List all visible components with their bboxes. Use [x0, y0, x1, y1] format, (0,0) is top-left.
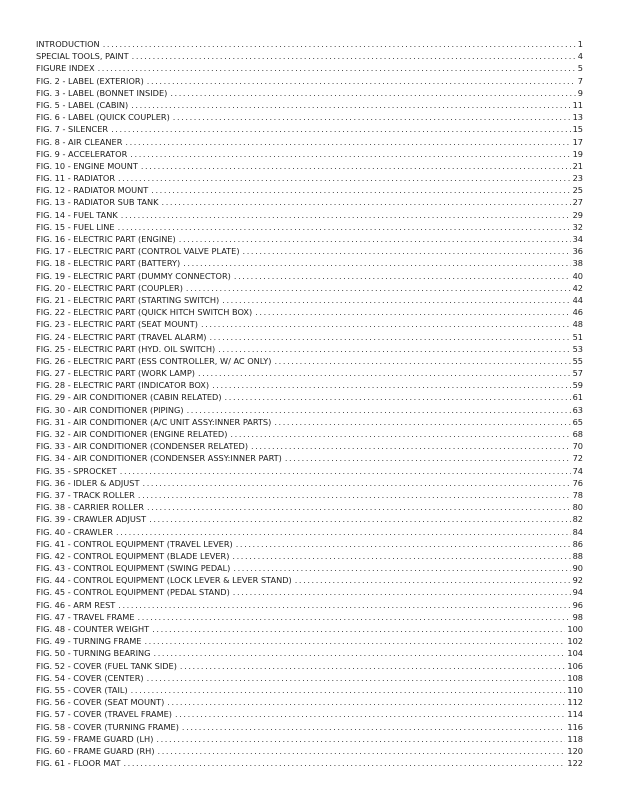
toc-entry[interactable]: [36, 270, 583, 282]
dot-leader: [147, 75, 576, 87]
toc-entry-label: FIG. 2 - LABEL (EXTERIOR): [36, 75, 144, 86]
toc-entry-page-number: 61: [572, 392, 583, 403]
toc-entry[interactable]: [36, 367, 583, 379]
toc-entry-label: FIG. 12 - RADIATOR MOUNT: [36, 185, 149, 196]
toc-entry-label: FIG. 41 - CONTROL EQUIPMENT (TRAVEL LEVER): [36, 538, 233, 549]
dot-leader: [103, 38, 576, 50]
dot-leader: [141, 160, 571, 172]
toc-entry-page-number: 96: [572, 599, 583, 610]
toc-entry-page-number: 114: [567, 709, 583, 720]
toc-entry[interactable]: [36, 257, 583, 269]
toc-entry[interactable]: [36, 440, 583, 452]
dot-leader: [123, 757, 565, 769]
toc-entry-label: FIG. 54 - COVER (CENTER): [36, 672, 144, 683]
dot-leader: [233, 586, 571, 598]
dot-leader: [167, 696, 565, 708]
toc-entry-page-number: 21: [572, 160, 583, 171]
toc-entry[interactable]: [36, 379, 583, 391]
dot-leader: [225, 391, 571, 403]
toc-entry-page-number: 55: [572, 355, 583, 366]
toc-entry[interactable]: [36, 233, 583, 245]
dot-leader: [162, 196, 571, 208]
toc-entry-label: FIG. 17 - ELECTRIC PART (CONTROL VALVE PLATE): [36, 246, 240, 257]
toc-entry-label: FIG. 50 - TURNING BEARING: [36, 648, 151, 659]
dot-leader: [120, 465, 571, 477]
toc-entry[interactable]: [36, 282, 583, 294]
toc-entry[interactable]: [36, 38, 583, 50]
toc-entry[interactable]: [36, 75, 583, 87]
table-of-contents: [36, 38, 583, 769]
dot-leader: [118, 172, 571, 184]
toc-entry[interactable]: [36, 196, 583, 208]
toc-entry-page-number: 80: [572, 502, 583, 513]
dot-leader: [182, 721, 565, 733]
toc-entry[interactable]: [36, 623, 583, 635]
toc-entry-page-number: 120: [567, 745, 583, 756]
toc-entry-label: FIG. 38 - CARRIER ROLLER: [36, 502, 144, 513]
toc-entry-label: FIG. 10 - ENGINE MOUNT: [36, 160, 138, 171]
dot-leader: [143, 477, 571, 489]
toc-entry-page-number: 94: [572, 587, 583, 598]
toc-entry-page-number: 122: [567, 758, 583, 769]
dot-leader: [152, 623, 565, 635]
toc-entry-label: FIG. 26 - ELECTRIC PART (ESS CONTROLLER, W/ AC ONLY): [36, 355, 272, 366]
toc-entry[interactable]: [36, 599, 583, 611]
dot-leader: [147, 501, 571, 513]
dot-leader: [251, 440, 571, 452]
dot-leader: [121, 209, 571, 221]
dot-leader: [230, 428, 570, 440]
dot-leader: [209, 331, 570, 343]
toc-entry-page-number: 32: [572, 221, 583, 232]
toc-entry-page-number: 108: [567, 672, 583, 683]
toc-entry-label: FIG. 57 - COVER (TRAVEL FRAME): [36, 709, 172, 720]
toc-entry-label: FIG. 58 - COVER (TURNING FRAME): [36, 721, 179, 732]
toc-entry-label: FIG. 6 - LABEL (QUICK COUPLER): [36, 112, 170, 123]
toc-entry-page-number: 78: [572, 489, 583, 500]
dot-leader: [147, 672, 566, 684]
toc-entry-page-number: 34: [572, 234, 583, 244]
toc-entry-page-number: 17: [572, 136, 583, 147]
toc-entry[interactable]: [36, 184, 583, 196]
dot-leader: [111, 123, 570, 135]
toc-entry-page-number: 48: [572, 319, 583, 330]
toc-entry[interactable]: [36, 562, 583, 574]
toc-entry[interactable]: [36, 404, 583, 416]
toc-entry-label: FIGURE INDEX: [36, 63, 95, 74]
toc-entry-page-number: 112: [567, 697, 583, 708]
dot-leader: [118, 599, 570, 611]
toc-entry-page-number: 65: [572, 416, 583, 427]
dot-leader: [243, 245, 571, 257]
toc-entry-label: FIG. 28 - ELECTRIC PART (INDICATOR BOX): [36, 380, 210, 391]
dot-leader: [132, 50, 576, 62]
toc-entry[interactable]: [36, 513, 583, 525]
toc-entry-page-number: 74: [572, 465, 583, 476]
toc-entry-page-number: 72: [572, 453, 583, 464]
dot-leader: [156, 733, 565, 745]
dot-leader: [274, 355, 570, 367]
dot-leader: [98, 62, 576, 74]
toc-entry-page-number: 36: [572, 246, 583, 257]
dot-leader: [116, 526, 571, 538]
toc-entry[interactable]: [36, 343, 583, 355]
dot-leader: [285, 452, 571, 464]
toc-entry[interactable]: [36, 136, 583, 148]
toc-entry-label: FIG. 46 - ARM REST: [36, 599, 116, 610]
toc-entry-label: FIG. 40 - CRAWLER: [36, 526, 113, 537]
toc-entry[interactable]: [36, 452, 583, 464]
toc-entry[interactable]: [36, 489, 583, 501]
toc-entry[interactable]: [36, 501, 583, 513]
dot-leader: [173, 111, 571, 123]
toc-entry-label: FIG. 44 - CONTROL EQUIPMENT (LOCK LEVER & LEVER STAND): [36, 575, 292, 586]
toc-entry[interactable]: [36, 733, 583, 745]
toc-entry-label: FIG. 22 - ELECTRIC PART (QUICK HITCH SWITCH BOX): [36, 307, 253, 318]
dot-leader: [201, 318, 571, 330]
toc-entry[interactable]: [36, 245, 583, 257]
toc-entry-label: FIG. 39 - CRAWLER ADJUST: [36, 514, 147, 525]
toc-entry-label: FIG. 30 - AIR CONDITIONER (PIPING): [36, 404, 184, 415]
toc-entry-label: FIG. 42 - CONTROL EQUIPMENT (BLADE LEVER): [36, 550, 230, 561]
toc-entry-page-number: 27: [572, 197, 583, 208]
toc-entry[interactable]: [36, 708, 583, 720]
toc-entry-label: INTRODUCTION: [36, 39, 100, 49]
dot-leader: [138, 611, 571, 623]
toc-entry-label: FIG. 56 - COVER (SEAT MOUNT): [36, 697, 165, 708]
toc-entry[interactable]: [36, 550, 583, 562]
toc-entry[interactable]: [36, 672, 583, 684]
toc-entry-page-number: 1: [577, 39, 583, 49]
toc-entry[interactable]: [36, 172, 583, 184]
toc-entry-label: FIG. 34 - AIR CONDITIONER (CONDENSER ASSY:INNER PART): [36, 453, 282, 464]
dot-leader: [198, 367, 571, 379]
toc-entry[interactable]: [36, 574, 583, 586]
toc-entry-label: FIG. 45 - CONTROL EQUIPMENT (PEDAL STAND): [36, 587, 230, 598]
toc-entry-page-number: 102: [567, 636, 583, 647]
toc-entry-label: FIG. 16 - ELECTRIC PART (ENGINE): [36, 234, 176, 244]
toc-entry-page-number: 84: [572, 526, 583, 537]
toc-entry-label: FIG. 18 - ELECTRIC PART (BATTERY): [36, 258, 181, 269]
toc-entry-label: FIG. 55 - COVER (TAIL): [36, 684, 128, 695]
toc-entry-page-number: 92: [572, 575, 583, 586]
dot-leader: [255, 306, 570, 318]
toc-entry-page-number: 53: [572, 343, 583, 354]
toc-entry[interactable]: [36, 757, 583, 769]
toc-entry-label: FIG. 11 - RADIATOR: [36, 173, 116, 184]
toc-entry-label: FIG. 9 - ACCELERATOR: [36, 148, 128, 159]
toc-entry-page-number: 76: [572, 477, 583, 488]
toc-entry-page-number: 110: [567, 684, 583, 695]
toc-entry[interactable]: [36, 123, 583, 135]
toc-entry[interactable]: [36, 306, 583, 318]
toc-entry-label: FIG. 8 - AIR CLEANER: [36, 136, 123, 147]
toc-entry[interactable]: [36, 696, 583, 708]
toc-entry[interactable]: [36, 50, 583, 62]
toc-entry[interactable]: [36, 647, 583, 659]
toc-entry[interactable]: [36, 538, 583, 550]
toc-entry-page-number: 5: [577, 63, 583, 74]
toc-entry-page-number: 59: [572, 380, 583, 391]
toc-entry-page-number: 116: [567, 721, 583, 732]
toc-entry-page-number: 23: [572, 173, 583, 184]
toc-entry-label: FIG. 43 - CONTROL EQUIPMENT (SWING PEDAL): [36, 563, 231, 574]
toc-entry-page-number: 100: [567, 624, 583, 634]
toc-entry-page-number: 25: [572, 185, 583, 196]
toc-entry-page-number: 106: [567, 660, 583, 671]
toc-entry-label: FIG. 21 - ELECTRIC PART (STARTING SWITCH): [36, 294, 220, 305]
dot-leader: [118, 221, 571, 233]
toc-entry[interactable]: [36, 221, 583, 233]
toc-entry[interactable]: [36, 331, 583, 343]
toc-entry[interactable]: [36, 684, 583, 696]
toc-entry-page-number: 11: [572, 99, 583, 110]
dot-leader: [187, 404, 571, 416]
toc-entry-page-number: 98: [572, 611, 583, 622]
toc-entry-label: FIG. 49 - TURNING FRAME: [36, 636, 142, 647]
toc-entry-page-number: 104: [567, 648, 583, 659]
toc-entry-label: FIG. 20 - ELECTRIC PART (COUPLER): [36, 282, 183, 293]
toc-entry-page-number: 57: [572, 368, 583, 379]
dot-leader: [131, 99, 570, 111]
toc-entry-page-number: 40: [572, 270, 583, 281]
toc-entry[interactable]: [36, 99, 583, 111]
toc-entry-label: FIG. 25 - ELECTRIC PART (HYD. OIL SWITCH): [36, 343, 216, 354]
toc-entry-label: FIG. 36 - IDLER & ADJUST: [36, 477, 140, 488]
toc-entry-label: FIG. 15 - FUEL LINE: [36, 221, 115, 232]
toc-entry-label: FIG. 19 - ELECTRIC PART (DUMMY CONNECTOR): [36, 270, 231, 281]
toc-entry-page-number: 7: [577, 75, 583, 86]
toc-entry-label: FIG. 27 - ELECTRIC PART (WORK LAMP): [36, 368, 195, 379]
toc-entry[interactable]: [36, 160, 583, 172]
toc-entry-page-number: 42: [572, 282, 583, 293]
dot-leader: [234, 270, 571, 282]
toc-entry-page-number: 15: [572, 124, 583, 135]
toc-entry[interactable]: [36, 526, 583, 538]
toc-entry-label: FIG. 31 - AIR CONDITIONER (A/C UNIT ASSY:INNER PARTS): [36, 416, 272, 427]
toc-entry-label: FIG. 35 - SPROCKET: [36, 465, 117, 476]
dot-leader: [212, 379, 571, 391]
toc-entry-label: FIG. 33 - AIR CONDITIONER (CONDENSER RELATED): [36, 441, 249, 452]
toc-entry-page-number: 46: [572, 307, 583, 318]
dot-leader: [138, 489, 571, 501]
toc-entry[interactable]: [36, 111, 583, 123]
toc-entry-label: FIG. 60 - FRAME GUARD (RH): [36, 745, 155, 756]
toc-entry-page-number: 51: [572, 331, 583, 342]
dot-leader: [218, 343, 570, 355]
toc-entry-page-number: 38: [572, 258, 583, 269]
toc-entry[interactable]: [36, 355, 583, 367]
toc-entry-label: FIG. 59 - FRAME GUARD (LH): [36, 733, 154, 744]
toc-entry-label: FIG. 52 - COVER (FUEL TANK SIDE): [36, 660, 177, 671]
toc-entry-label: SPECIAL TOOLS, PAINT: [36, 51, 129, 62]
toc-entry[interactable]: [36, 62, 583, 74]
dot-leader: [175, 708, 565, 720]
toc-entry-label: FIG. 24 - ELECTRIC PART (TRAVEL ALARM): [36, 331, 207, 342]
toc-entry[interactable]: [36, 87, 583, 99]
toc-entry[interactable]: [36, 294, 583, 306]
dot-leader: [144, 635, 565, 647]
toc-entry-page-number: 86: [572, 538, 583, 549]
toc-entry[interactable]: [36, 391, 583, 403]
toc-entry-label: FIG. 5 - LABEL (CABIN): [36, 99, 129, 110]
toc-entry-label: FIG. 29 - AIR CONDITIONER (CABIN RELATED): [36, 392, 222, 403]
toc-entry-page-number: 9: [577, 87, 583, 98]
toc-entry-label: FIG. 48 - COUNTER WEIGHT: [36, 624, 150, 634]
toc-entry[interactable]: [36, 745, 583, 757]
toc-entry-page-number: 4: [577, 51, 583, 62]
toc-entry-label: FIG. 14 - FUEL TANK: [36, 209, 118, 220]
toc-entry[interactable]: [36, 721, 583, 733]
toc-entry-page-number: 13: [572, 112, 583, 123]
dot-leader: [154, 647, 566, 659]
toc-entry[interactable]: [36, 586, 583, 598]
toc-entry[interactable]: [36, 477, 583, 489]
toc-entry-label: FIG. 7 - SILENCER: [36, 124, 109, 135]
dot-leader: [149, 513, 570, 525]
dot-leader: [179, 233, 571, 245]
toc-entry[interactable]: [36, 635, 583, 647]
dot-leader: [130, 148, 570, 160]
toc-entry[interactable]: [36, 148, 583, 160]
toc-entry-page-number: 118: [567, 733, 583, 744]
dot-leader: [222, 294, 570, 306]
dot-leader: [274, 416, 570, 428]
toc-entry[interactable]: [36, 465, 583, 477]
dot-leader: [183, 257, 570, 269]
toc-entry[interactable]: [36, 416, 583, 428]
toc-entry-label: FIG. 32 - AIR CONDITIONER (ENGINE RELATED): [36, 429, 228, 439]
toc-entry[interactable]: [36, 318, 583, 330]
toc-entry-label: FIG. 13 - RADIATOR SUB TANK: [36, 197, 159, 208]
toc-entry-label: FIG. 3 - LABEL (BONNET INSIDE): [36, 87, 168, 98]
toc-entry-page-number: 68: [572, 429, 583, 439]
dot-leader: [180, 660, 565, 672]
toc-entry[interactable]: [36, 428, 583, 440]
toc-entry-page-number: 19: [572, 148, 583, 159]
toc-entry-label: FIG. 23 - ELECTRIC PART (SEAT MOUNT): [36, 319, 198, 330]
toc-entry-page-number: 44: [572, 294, 583, 305]
dot-leader: [131, 684, 566, 696]
toc-entry-page-number: 88: [572, 550, 583, 561]
dot-leader: [158, 745, 566, 757]
toc-entry-label: FIG. 37 - TRACK ROLLER: [36, 489, 135, 500]
toc-entry-label: FIG. 47 - TRAVEL FRAME: [36, 611, 135, 622]
toc-entry-page-number: 63: [572, 404, 583, 415]
toc-entry-page-number: 70: [572, 441, 583, 452]
toc-entry-page-number: 90: [572, 563, 583, 574]
toc-entry-page-number: 82: [572, 514, 583, 525]
dot-leader: [295, 574, 571, 586]
dot-leader: [232, 550, 570, 562]
dot-leader: [186, 282, 571, 294]
toc-entry[interactable]: [36, 611, 583, 623]
dot-leader: [151, 184, 570, 196]
dot-leader: [125, 136, 570, 148]
dot-leader: [233, 562, 570, 574]
dot-leader: [236, 538, 571, 550]
toc-entry-label: FIG. 61 - FLOOR MAT: [36, 758, 121, 769]
toc-entry[interactable]: [36, 209, 583, 221]
dot-leader: [170, 87, 575, 99]
toc-entry[interactable]: [36, 660, 583, 672]
toc-entry-page-number: 29: [572, 209, 583, 220]
